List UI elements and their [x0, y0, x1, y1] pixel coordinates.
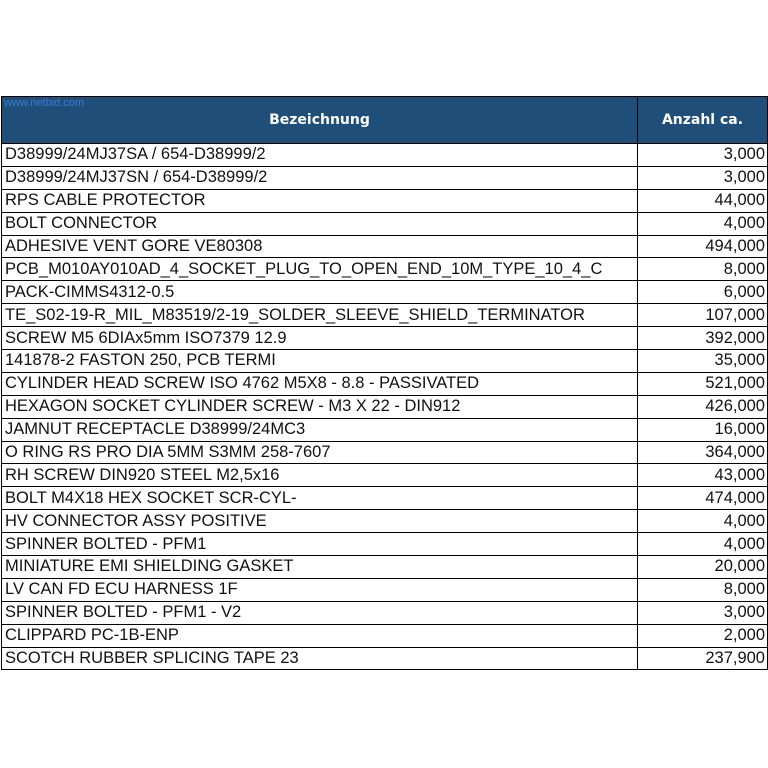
cell-bezeichnung: SPINNER BOLTED - PFM1	[2, 533, 638, 556]
cell-bezeichnung: BOLT M4X18 HEX SOCKET SCR-CYL-	[2, 487, 638, 510]
table-row	[2, 441, 768, 464]
cell-anzahl: 44,000	[638, 189, 768, 212]
cell-bezeichnung: LV CAN FD ECU HARNESS 1F	[2, 578, 638, 601]
table-row	[2, 258, 768, 281]
cell-anzahl: 4,000	[638, 510, 768, 533]
table-row	[2, 624, 768, 647]
header-row	[2, 97, 768, 144]
cell-anzahl: 474,000	[638, 487, 768, 510]
cell-anzahl: 43,000	[638, 464, 768, 487]
table-row	[2, 166, 768, 189]
table-row	[2, 395, 768, 418]
cell-anzahl: 3,000	[638, 601, 768, 624]
parts-table	[1, 96, 768, 670]
table-row	[2, 304, 768, 327]
cell-anzahl: 8,000	[638, 258, 768, 281]
cell-bezeichnung: RPS CABLE PROTECTOR	[2, 189, 638, 212]
cell-bezeichnung: PCB_M010AY010AD_4_SOCKET_PLUG_TO_OPEN_END_10M_TYPE_10_4_C	[2, 258, 638, 281]
cell-bezeichnung: JAMNUT RECEPTACLE D38999/24MC3	[2, 418, 638, 441]
cell-bezeichnung: MINIATURE EMI SHIELDING GASKET	[2, 556, 638, 579]
table-row	[2, 235, 768, 258]
table-row	[2, 189, 768, 212]
table-row	[2, 510, 768, 533]
cell-anzahl: 494,000	[638, 235, 768, 258]
cell-anzahl: 3,000	[638, 144, 768, 167]
cell-bezeichnung: CYLINDER HEAD SCREW ISO 4762 M5X8 - 8.8 - PASSIVATED	[2, 372, 638, 395]
cell-bezeichnung: SCOTCH RUBBER SPLICING TAPE 23	[2, 647, 638, 670]
header-anzahl: Anzahl ca.	[638, 97, 768, 144]
table-row	[2, 327, 768, 350]
cell-bezeichnung: HEXAGON SOCKET CYLINDER SCREW - M3 X 22 - DIN912	[2, 395, 638, 418]
cell-bezeichnung: RH SCREW DIN920 STEEL M2,5x16	[2, 464, 638, 487]
cell-anzahl: 4,000	[638, 533, 768, 556]
table-row	[2, 578, 768, 601]
cell-bezeichnung: ADHESIVE VENT GORE VE80308	[2, 235, 638, 258]
cell-anzahl: 16,000	[638, 418, 768, 441]
table-row	[2, 487, 768, 510]
cell-anzahl: 364,000	[638, 441, 768, 464]
header-bezeichnung-label: Bezeichnung	[269, 112, 370, 128]
table-row	[2, 533, 768, 556]
table-body	[2, 144, 768, 670]
cell-anzahl: 237,900	[638, 647, 768, 670]
cell-anzahl: 8,000	[638, 578, 768, 601]
table-row	[2, 212, 768, 235]
table-row	[2, 372, 768, 395]
table-row	[2, 350, 768, 373]
cell-anzahl: 6,000	[638, 281, 768, 304]
cell-anzahl: 426,000	[638, 395, 768, 418]
cell-anzahl: 4,000	[638, 212, 768, 235]
cell-bezeichnung: SPINNER BOLTED - PFM1 - V2	[2, 601, 638, 624]
cell-bezeichnung: CLIPPARD PC-1B-ENP	[2, 624, 638, 647]
table-row	[2, 556, 768, 579]
table-row	[2, 464, 768, 487]
cell-bezeichnung: TE_S02-19-R_MIL_M83519/2-19_SOLDER_SLEEVE_SHIELD_TERMINATOR	[2, 304, 638, 327]
cell-anzahl: 107,000	[638, 304, 768, 327]
cell-anzahl: 35,000	[638, 350, 768, 373]
cell-anzahl: 20,000	[638, 556, 768, 579]
cell-bezeichnung: 141878-2 FASTON 250, PCB TERMI	[2, 350, 638, 373]
table-row	[2, 647, 768, 670]
table-row	[2, 144, 768, 167]
cell-bezeichnung: D38999/24MJ37SA / 654-D38999/2	[2, 144, 638, 167]
cell-bezeichnung: SCREW M5 6DIAx5mm ISO7379 12.9	[2, 327, 638, 350]
cell-bezeichnung: O RING RS PRO DIA 5MM S3MM 258-7607	[2, 441, 638, 464]
cell-bezeichnung: PACK-CIMMS4312-0.5	[2, 281, 638, 304]
cell-anzahl: 3,000	[638, 166, 768, 189]
table-row	[2, 418, 768, 441]
cell-bezeichnung: D38999/24MJ37SN / 654-D38999/2	[2, 166, 638, 189]
table-row	[2, 601, 768, 624]
watermark-text: www.netbid.com	[4, 97, 85, 109]
header-bezeichnung	[2, 97, 638, 144]
cell-anzahl: 2,000	[638, 624, 768, 647]
cell-anzahl: 521,000	[638, 372, 768, 395]
cell-bezeichnung: HV CONNECTOR ASSY POSITIVE	[2, 510, 638, 533]
cell-anzahl: 392,000	[638, 327, 768, 350]
cell-bezeichnung: BOLT CONNECTOR	[2, 212, 638, 235]
table-row	[2, 281, 768, 304]
